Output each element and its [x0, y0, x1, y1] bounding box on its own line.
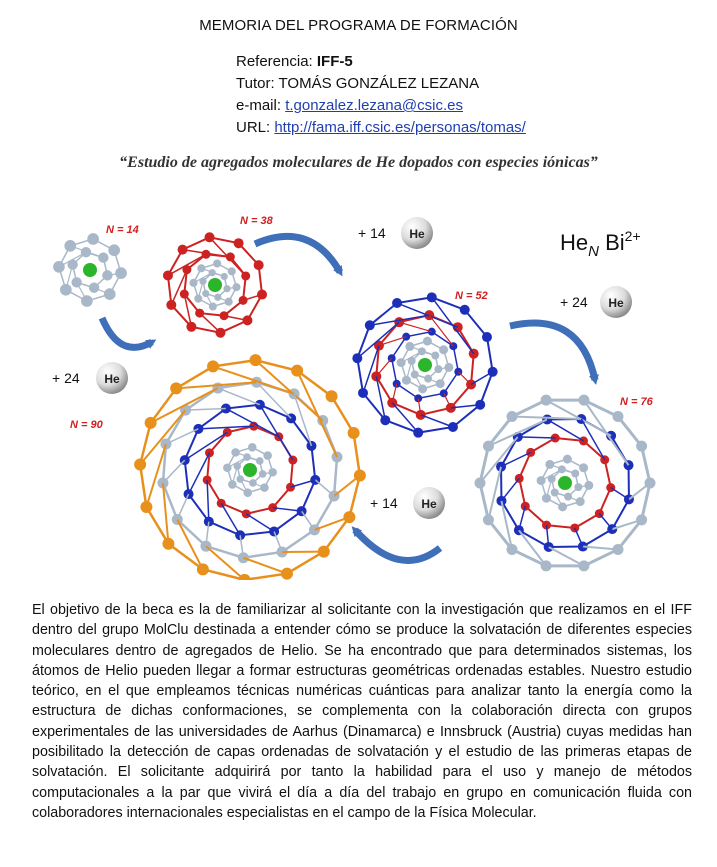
arrow-14-to-38	[102, 318, 152, 347]
inner-shell-atom	[248, 443, 257, 452]
inner-shell-atom	[423, 337, 432, 346]
grey-shell-bond	[488, 467, 501, 520]
blue-shell-atom	[402, 333, 410, 341]
he-addition-2	[52, 362, 128, 394]
blue-shell-bond	[189, 453, 210, 494]
cluster-label-n90: N = 90	[70, 419, 103, 431]
url-label: URL:	[236, 119, 275, 136]
tutor-value: TOMÁS GONZÁLEZ LEZANA	[278, 75, 480, 92]
grey-shell-bond	[177, 494, 188, 519]
url-link[interactable]: http://fama.iff.csic.es/personas/tomas/	[274, 119, 526, 136]
blue-shell-bond	[421, 415, 453, 427]
arrow-76-to-90	[355, 530, 440, 560]
inner-shell-atom	[214, 294, 221, 301]
blue-shell-atom	[448, 422, 458, 432]
inner-shell-atom	[579, 463, 588, 472]
blue-shell-bond	[207, 480, 209, 522]
he-label: He	[421, 497, 437, 511]
orange-shell-atom	[140, 501, 152, 513]
inner-shell-atom	[263, 451, 272, 460]
inner-shell-atom	[81, 295, 93, 307]
blue-shell-atom	[306, 441, 316, 451]
arrow-52-to-76	[510, 323, 595, 380]
cluster-n14	[53, 224, 139, 307]
cluster-label-n38: N = 38	[240, 215, 273, 227]
dopant-ion	[83, 263, 97, 277]
he-label: He	[409, 227, 425, 241]
cluster-n38	[163, 215, 274, 338]
dopant-ion	[418, 358, 432, 372]
inner-shell-atom	[439, 345, 448, 354]
red-shell-atom	[234, 238, 244, 248]
cluster-label-n14: N = 14	[106, 224, 139, 236]
body-paragraph: El objetivo de la beca es la de familiarizar al solicitante con la investigación que realizamos en el IFF dentro del grupo MolClu destinada a entender cómo se produce la solvatación de diferentes especies moleculares dentro de agregados de Helio. Se ha encontrado que para determinados sistemas, los átomos de Helio pueden llegar a formar estructuras geométricas ordenadas estables. Nuestro estudio teórico, en el que empleamos técnicas numéricas cuánticas para analizar tanto la energía como la estructura de dichas conformaciones, se complementa con la colaboración directa con grupos experimentales de las universidades de Aarhus (Dinamarca) e Innsbruck (Austria) cuyas medidas han posibilitado la detección de capas ordenadas de solvatación y el estudio de las primeras etapas de solvatación. El solicitante adquirirá por tanto la habilidad para el uso y manejo de métodos computacionales a la par que vivirá el día a día del trabajo en grupo en comunicación fluida con colaboradores internacionales especialistas en el campo de la Física Molecular.	[32, 602, 692, 821]
project-subtitle: “Estudio de agregados moleculares de He dopados con especies iónicas”	[119, 154, 598, 171]
grey-shell-bond	[512, 417, 581, 420]
orange-shell-bond	[243, 558, 287, 574]
he-label: He	[104, 372, 120, 386]
orange-shell-bond	[213, 366, 294, 393]
blue-shell-atom	[358, 388, 368, 398]
red-shell-atom	[521, 502, 530, 511]
orange-shell-atom	[291, 365, 303, 377]
blue-shell-bond	[599, 514, 612, 529]
orange-shell-bond	[297, 371, 337, 457]
formula-ion: Bi	[598, 230, 625, 255]
reference-value: IFF-5	[316, 53, 353, 70]
grey-shell-atom	[541, 395, 552, 406]
inner-shell-atom	[256, 457, 264, 465]
dopant-ion	[558, 476, 572, 490]
inner-shell-atom	[243, 488, 252, 497]
grey-shell-atom	[636, 441, 647, 452]
orange-shell-atom	[348, 427, 360, 439]
formula-superscript: 2+	[624, 228, 641, 244]
formula-label	[560, 228, 641, 260]
orange-shell-atom	[207, 360, 219, 372]
cluster-n52	[352, 290, 497, 438]
addition-label-3: + 14	[370, 495, 398, 511]
dopant-ion	[243, 463, 257, 477]
blue-shell-bond	[246, 514, 274, 532]
grey-shell-bond	[186, 409, 226, 411]
url-row	[236, 117, 526, 139]
red-shell-bond	[399, 322, 432, 331]
he-addition-3	[370, 487, 445, 519]
blue-shell-bond	[518, 437, 555, 438]
inner-shell-atom	[213, 259, 221, 267]
document-title: MEMORIA DEL PROGRAMA DE FORMACIÓN	[199, 17, 518, 34]
arrow-38-to-52	[255, 236, 340, 272]
email-row	[236, 95, 526, 117]
cluster-label-n52: N = 52	[455, 290, 488, 302]
formula-main: He	[560, 230, 589, 255]
inner-shell-atom	[104, 288, 116, 300]
red-shell-atom	[286, 483, 295, 492]
inner-shell-atom	[60, 284, 72, 296]
inner-shell-atom	[537, 476, 546, 485]
email-link[interactable]: t.gonzalez.lezana@csic.es	[285, 97, 464, 114]
red-shell-atom	[254, 260, 264, 270]
helium-cluster-figure	[40, 200, 700, 580]
grey-shell-atom	[578, 560, 589, 571]
reference-row	[236, 51, 526, 73]
addition-label-1: + 14	[358, 225, 386, 241]
blue-shell-atom	[482, 332, 492, 342]
he-addition-1	[358, 217, 433, 249]
tutor-row	[236, 73, 526, 95]
reference-label: Referencia:	[236, 53, 317, 70]
addition-label-2: + 24	[52, 370, 80, 386]
blue-shell-bond	[501, 478, 519, 500]
formula-subscript: N	[588, 243, 599, 260]
inner-shell-atom	[64, 240, 76, 252]
blue-shell-bond	[611, 488, 629, 500]
grey-shell-atom	[309, 524, 320, 535]
inner-shell-atom	[228, 267, 236, 275]
grey-shell-atom	[612, 411, 623, 422]
blue-shell-atom	[392, 298, 402, 308]
grey-shell-bond	[163, 460, 185, 483]
email-label: e-mail:	[236, 97, 286, 114]
red-shell-bond	[458, 372, 471, 385]
orange-shell-bond	[177, 520, 203, 570]
cluster-label-n76: N = 76	[620, 396, 653, 408]
he-label: He	[608, 296, 624, 310]
grey-shell-bond	[549, 547, 584, 566]
program-metadata	[236, 51, 526, 139]
dopant-ion	[208, 278, 222, 292]
grey-shell-bond	[302, 511, 315, 530]
addition-label-4: + 24	[560, 294, 588, 310]
tutor-label: Tutor:	[236, 75, 279, 92]
grey-shell-bond	[315, 480, 334, 496]
red-shell-atom	[257, 290, 267, 300]
inner-shell-atom	[108, 244, 120, 256]
blue-shell-atom	[460, 305, 470, 315]
grey-shell-bond	[218, 388, 260, 405]
he-addition-4	[560, 286, 632, 318]
orange-shell-bond	[151, 388, 218, 423]
orange-shell-atom	[326, 390, 338, 402]
inner-shell-atom	[563, 455, 572, 464]
inner-shell-atom	[87, 233, 99, 245]
cluster-n76	[475, 395, 656, 572]
